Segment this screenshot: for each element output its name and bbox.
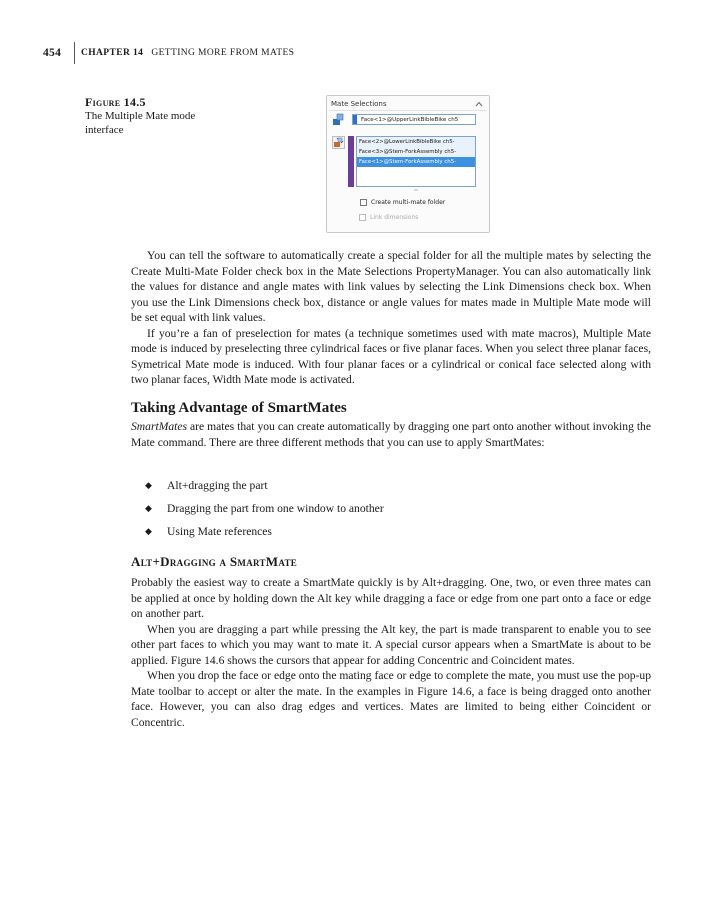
section-intro-text: are mates that you can create automatically by dragging one part onto another without invoking the Mate command. There are three different methods that you can use to apply SmartMates: — [131, 420, 651, 449]
active-field-accent — [353, 115, 357, 124]
diamond-bullet-icon: ◆ — [145, 526, 152, 536]
section-intro — [131, 419, 651, 450]
paragraph — [131, 419, 651, 450]
create-folder-label: Create multi-mate folder — [371, 199, 446, 206]
paragraph: If you’re a fan of preselection for mates (a technique sometimes used with mate macros), Multiple Mate mode is induced by preselecting three cylindrical faces or five planar faces. When you select three planar faces, Symetrical Mate mode is induced. With four planar faces or a cylindrical or conical face selected along with two planar faces, Width Mate mode is activated. — [131, 326, 651, 386]
list-item — [145, 474, 384, 497]
chapter-title: GETTING MORE FROM MATES — [151, 48, 295, 58]
create-multi-mate-folder-checkbox[interactable] — [360, 199, 445, 206]
link-dimensions-checkbox[interactable] — [359, 214, 418, 221]
mate-selection-icon — [332, 113, 345, 126]
checkbox-box[interactable] — [360, 199, 367, 206]
paragraph: When you are dragging a part while pressing the Alt key, the part is made transparent to enable you to see other part faces to which you may want to mate it. A special cursor appears when a SmartMate is about to be applied. Figure 14.6 shows the cursors that appear for adding Concentric and Coincident mates. — [131, 622, 651, 667]
multi-selection-list[interactable] — [356, 136, 476, 187]
header-divider — [74, 42, 75, 64]
paragraph: Probably the easiest way to create a SmartMate quickly is by Alt+dragging. One, two, or even three mates can be applied at once by holding down the Alt key while dragging a face or edge from one part onto a face or edge on another part. — [131, 576, 651, 620]
first-selection-value: Face<1>@UpperLinkBibleBike ch5 — [361, 117, 459, 123]
bullet-text: Using Mate references — [167, 525, 272, 538]
list-item[interactable]: Face<3>@Stem-ForkAssembly ch5- — [357, 147, 475, 157]
subsection-heading: Alt+Dragging a SmartMate — [131, 554, 298, 569]
bullet-text: Alt+dragging the part — [167, 479, 268, 492]
multi-mate-indicator-bar — [348, 136, 354, 187]
method-list — [145, 474, 384, 543]
bullet-text: Dragging the part from one window to another — [167, 502, 384, 515]
figure-caption-text: The Multiple Mate mode interface — [85, 110, 196, 136]
figure-label: Figure 14.5 — [85, 95, 146, 109]
figure-caption — [85, 95, 205, 137]
checkbox-box[interactable] — [359, 214, 366, 221]
first-selection-field[interactable] — [352, 114, 476, 125]
list-item — [145, 497, 384, 520]
intro-paragraphs — [131, 248, 651, 388]
chapter-label: CHAPTER 14 — [81, 48, 144, 58]
list-item[interactable]: Face<2>@LowerLinkBibleBike ch5- — [357, 137, 475, 147]
section-heading: Taking Advantage of SmartMates — [131, 400, 347, 416]
list-item[interactable]: Face<1>@Stem-ForkAssembly ch5- — [357, 157, 475, 167]
diamond-bullet-icon: ◆ — [145, 503, 152, 513]
smartmates-term: SmartMates — [131, 420, 188, 433]
diamond-bullet-icon: ◆ — [145, 480, 152, 490]
multiple-mate-icon[interactable] — [332, 136, 345, 149]
chevron-up-icon[interactable] — [475, 100, 483, 108]
list-item — [145, 520, 384, 543]
paragraph: You can tell the software to automatically create a special folder for all the multiple mates by selecting the Create Multi-Mate Folder check box in the Mate Selections PropertyManager. You can also automatically link the values for distance and angle mates with link values by selecting the Link Dimensions check box. When you use the Link Dimensions check box, distance or angle values for mates made in Multiple Mate mode will be set equal with link values. — [131, 249, 651, 324]
subsection-paragraphs — [131, 575, 651, 730]
panel-title: Mate Selections — [331, 100, 387, 108]
mate-selections-panel — [326, 95, 490, 233]
page-number: 454 — [43, 47, 62, 59]
panel-divider — [329, 110, 487, 111]
link-dimensions-label: Link dimensions — [370, 214, 419, 221]
running-head — [43, 42, 294, 64]
resize-grip-icon[interactable] — [411, 188, 421, 192]
paragraph: When you drop the face or edge onto the mating face or edge to complete the mate, you must use the pop-up Mate toolbar to accept or alter the mate. In the examples in Figure 14.6, a face is being dragged onto another face. However, you can also drag edges and vertices. Mates are limited to being either Coincident or Concentric. — [131, 669, 651, 729]
